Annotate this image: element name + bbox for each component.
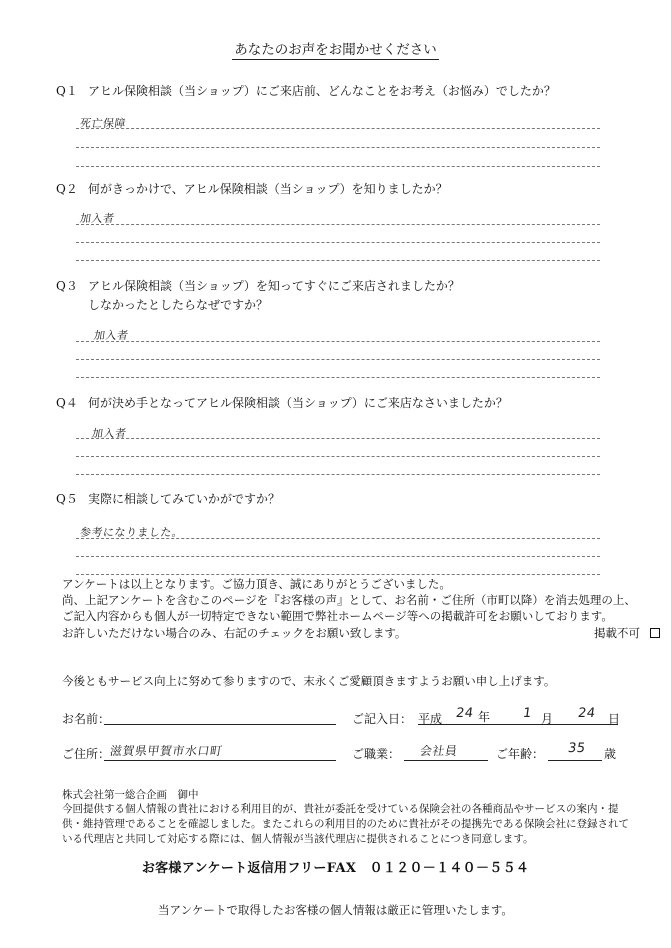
- notice-line: アンケートは以上となります。ご協力頂き、誠にありがとうございました。: [62, 577, 451, 591]
- name-label: お名前：: [62, 712, 111, 726]
- answer-2[interactable]: 加入者: [79, 212, 116, 225]
- notice-line: お許しいただけない場合のみ、右記のチェックをお願い致します。: [62, 625, 407, 640]
- age-underline: [548, 760, 602, 761]
- answer-5[interactable]: 参考になりました。: [79, 526, 185, 539]
- notice-line-4: [62, 625, 642, 641]
- answer-4[interactable]: 加入者: [91, 427, 128, 440]
- privacy-consent-text: 今回提供する個人情報の貴社における利用目的が、貴社が委託を受けている保険会社の各種商品やサービスの案内・提供・維持管理であることを確認しました。またこれらの利用目的のために貴社がその提携先である保険会社に登録されている代理店と共同して対応する際には、個人情報が当該代理店に提供されることにつき同意します。: [62, 803, 629, 845]
- month-unit: 月: [541, 712, 554, 726]
- month-field[interactable]: 1: [521, 706, 533, 721]
- question-text: しなかったとしたらなぜですか？: [88, 298, 269, 312]
- year-unit: 年: [478, 710, 491, 724]
- day-field[interactable]: 24: [576, 706, 597, 721]
- question-text: アヒル保険相談（当ショップ）を知ってすぐにご来店されましたか？: [88, 279, 460, 293]
- company-addressee: 株式会社第一総合企画 御中: [62, 789, 199, 801]
- answer-line: [76, 556, 600, 557]
- answer-line: [76, 147, 600, 148]
- answer-line: [76, 474, 600, 475]
- privacy-footer: 当アンケートで取得したお客様の個人情報は厳正に管理いたします。: [158, 903, 513, 917]
- job-field[interactable]: 会社員: [418, 744, 459, 758]
- question-text: 何がきっかけで、アヒル保険相談（当ショップ）を知りましたか？: [88, 182, 448, 196]
- answer-line: [76, 224, 600, 225]
- era-label: 平成: [418, 712, 443, 726]
- fax-number: お客様アンケート返信用フリーFAX ０１２０－１４０－５５４: [141, 861, 530, 876]
- optout-checkbox[interactable]: [650, 628, 660, 638]
- year-field[interactable]: 24: [454, 706, 475, 721]
- answer-line: [76, 574, 600, 575]
- optout-label: 掲載不可: [594, 625, 640, 640]
- answer-line: [76, 242, 600, 243]
- question-text: アヒル保険相談（当ショップ）にご来店前、どんなことをお考え（お悩み）でしたか？: [88, 84, 556, 98]
- question-number: Q３: [56, 279, 78, 293]
- answer-line: [76, 166, 600, 167]
- question-text: 実際に相談してみていかがですか？: [88, 492, 281, 506]
- answer-line: [76, 341, 600, 342]
- answer-line: [76, 456, 600, 457]
- question-number: Q４: [56, 396, 78, 410]
- question-4: [56, 394, 508, 412]
- answer-line: [76, 128, 600, 129]
- name-underline: [104, 724, 336, 725]
- notice-line: ご記入内容からも個人が一切特定できない範囲で弊社ホームページ等への掲載許可をお願いしております。: [62, 609, 613, 624]
- question-2: [56, 180, 448, 198]
- address-label: ご住所：: [62, 747, 111, 761]
- address-underline: [104, 760, 336, 761]
- job-underline: [404, 760, 488, 761]
- date-underline: [418, 724, 618, 725]
- question-number: Q１: [56, 84, 78, 98]
- answer-line: [76, 538, 600, 539]
- question-5: [56, 490, 280, 508]
- age-unit: 歳: [604, 747, 617, 761]
- optout-option[interactable]: [594, 625, 660, 641]
- question-1: [56, 82, 556, 100]
- day-unit: 日: [608, 712, 621, 726]
- address-field[interactable]: 滋賀県甲賀市水口町: [108, 744, 224, 758]
- date-label: ご記入日：: [352, 712, 413, 726]
- age-label: ご年齢：: [496, 747, 545, 761]
- answer-line: [76, 359, 600, 360]
- question-text: 何が決め手となってアヒル保険相談（当ショップ）にご来店なさいましたか？: [88, 396, 508, 410]
- publication-notice: [62, 576, 642, 641]
- question-3-line-2: [56, 296, 268, 314]
- form-title: あなたのお声をお聞かせください: [234, 42, 437, 58]
- answer-line: [76, 377, 600, 378]
- age-field[interactable]: 35: [566, 741, 587, 756]
- answer-3[interactable]: 加入者: [93, 329, 130, 342]
- answer-1[interactable]: 死亡保障: [79, 117, 127, 130]
- question-3: [56, 277, 460, 295]
- answer-line: [76, 260, 600, 261]
- job-label: ご職業：: [352, 747, 401, 761]
- notice-line: 尚、上記アンケートを含むこのページを『お客様の声』として、お名前・ご住所（市町以降）を消去処理の上、: [62, 593, 636, 608]
- answer-line: [76, 438, 600, 439]
- question-number: Q２: [56, 182, 78, 196]
- closing-message: 今後ともサービス向上に努めて参りますので、末永くご愛顧頂きますようお願い申し上げます。: [62, 674, 556, 688]
- question-number: Q５: [56, 492, 78, 506]
